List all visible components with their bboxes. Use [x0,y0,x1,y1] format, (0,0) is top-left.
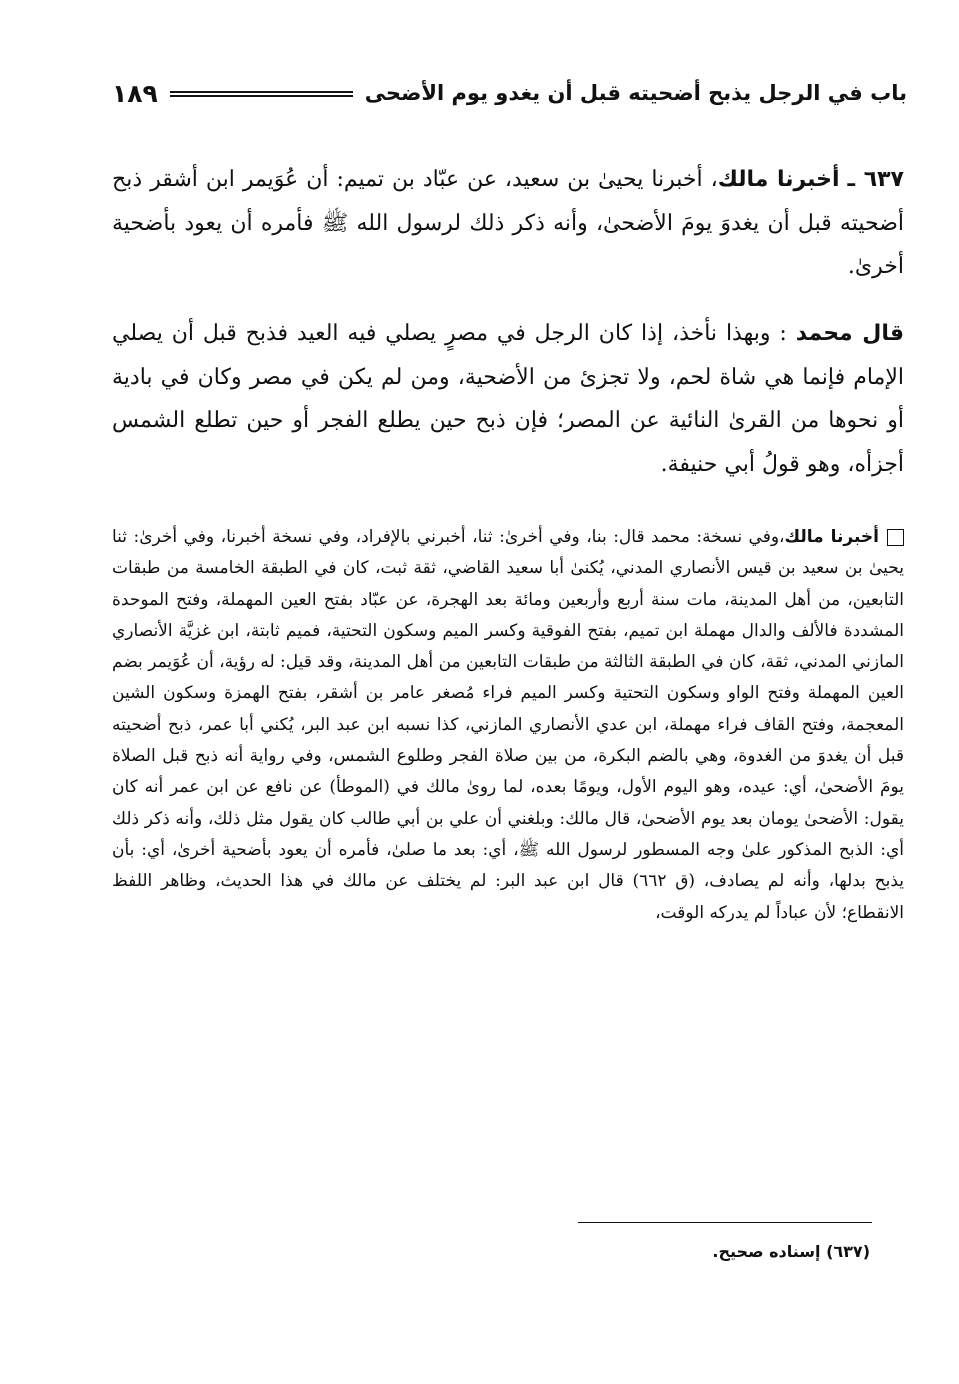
muhammad-lead: قال محمد [795,321,904,346]
sharh-text: ،وفي نسخة: محمد قال: بنا، وفي أخرىٰ: ثنا، أخبرني بالإفراد، وفي نسخة أخبرنا، وفي أخرىٰ: ثنا يحيىٰ بن سعيد بن قيس الأنصاري المدني، يُكنىٰ أبا سعيد القاضي، ثقة ثبت، كان في الطبقة الخامسة من طبقات التابعين، من أهل المدينة، مات سنة أربع وأربعين ومائة بعد الهجرة، عن عبّاد بفتح العين المهملة، وفتح الموحدة المشددة فالألف والدال مهملة ابن تميم، بفتح الفوقية وكسر الميم وسكون التحتية، فميم ثابتة، ابن غزيَّة الأنصاري المازني المدني، ثقة، كان في الطبقة الثالثة من طبقات التابعين من أهل المدينة، وقد قيل: له رؤية، أن عُوَيمر بضم العين المهملة وفتح الواو وسكون التحتية وكسر الميم فراء مُصغر عامر بن أشقر، بفتح الهمزة وسكون الشين المعجمة، وفتح القاف فراء مهملة، ابن عدي الأنصاري المازني، كذا نسبه ابن عبد البر، يُكني أبا عمر، ذبح أضحيته قبل أن يغدوَ من الغدوة، وهي بالضم البكرة، من بين صلاة الفجر وطلوع الشمس، وفي رواية أنه ذبح قبل الصلاة يومَ الأضحىٰ، أي: عيده، وهو اليوم الأول، ويومًا بعده، لما روىٰ مالك في (الموطأ) عن نافع عن ابن عمر أنه كان يقول: الأضحىٰ يومان بعد يوم الأضحىٰ، قال مالك: وبلغني أن علي بن أبي طالب كان يقول مثل ذلك، وأنه ذكر ذلك أي: الذبح المذكور علىٰ وجه المسطور لرسول الله ﷺ، أي: بعد ما صلىٰ، فأمره أن يعود بأضحية أخرىٰ، أي: بأن يذبح بدلها، وأنه لم يصادف، (ق ٦٦٢) قال ابن عبد البر: لم يختلف عن مالك في هذا الحديث، وظاهر اللفظ الانقطاع؛ لأن عباداً لم يدركه الوقت، [112,527,905,923]
footnote-separator [578,1222,872,1223]
chapter-title: باب في الرجل يذبح أضحيته قبل أن يغدو يوم الأضحى [364,81,907,105]
sharh-lead: أخبرنا مالك [784,527,879,547]
sharh-block [112,522,904,929]
header-rule [170,91,353,97]
page-number: ١٨٩ [112,78,158,108]
running-header [112,70,907,116]
hadith-text: ، أخبرنا يحيىٰ بن سعيد، عن عبّاد بن تميم: أن عُوَيمر ابن أشقر ذبح أضحيته قبل أن يغدوَ يومَ الأضحىٰ، وأنه ذكر ذلك لرسول الله ﷺ فأمره أن يعود بأضحية أخرىٰ. [112,167,904,279]
footnote: (٦٣٧) إسناده صحيح. [712,1242,870,1261]
hadith-paragraph [112,158,904,289]
hadith-lead: أخبرنا مالك [717,167,840,192]
muhammad-paragraph [112,312,904,486]
muhammad-text: : وبهذا نأخذ، إذا كان الرجل في مصرٍ يصلي فيه العيد فذبح قبل أن يصلي الإمام فإنما هي شاة لحم، ولا تجزئ من الأضحية، ومن لم يكن في مصر وكان في بادية أو نحوها من القرىٰ النائية عن المصر؛ فإن ذبح حين يطلع الفجر أو حين تطلع الشمس أجزأه، وهو قولُ أبي حنيفة. [112,321,904,477]
hadith-number: ٦٣٧ ـ [847,167,904,192]
square-marker-icon [887,529,904,546]
